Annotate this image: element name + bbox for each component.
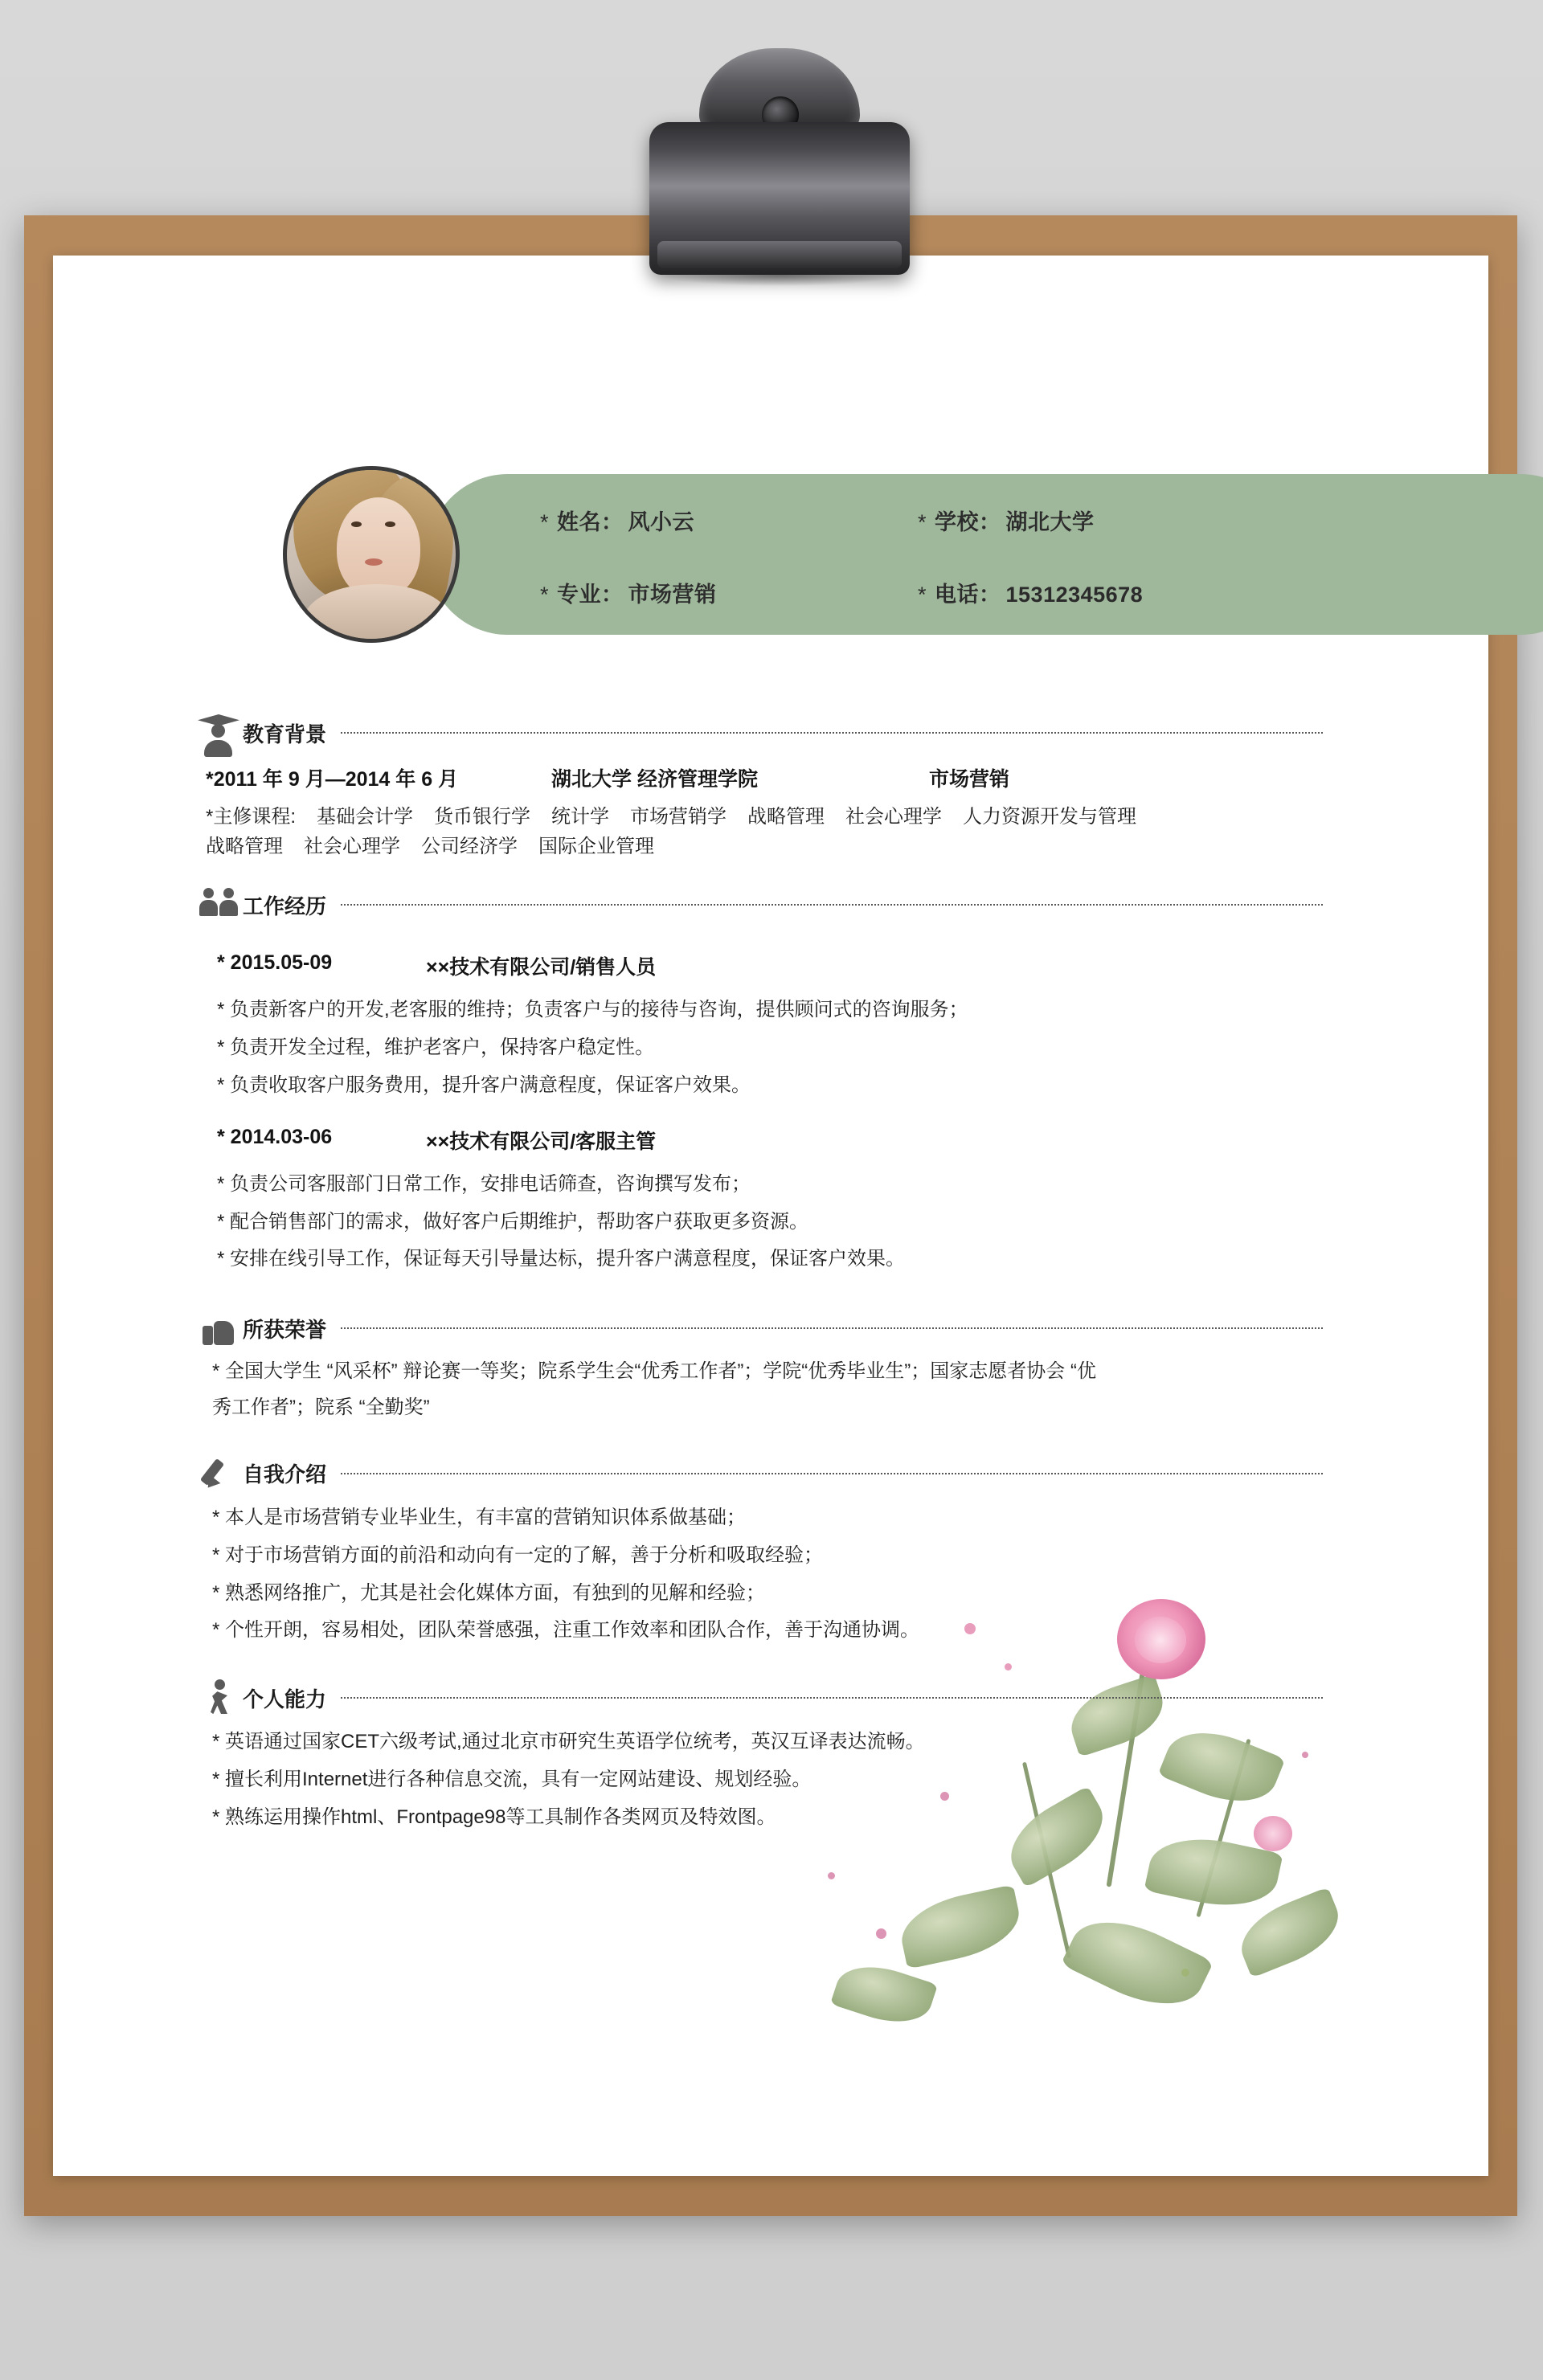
- section-experience: [198, 879, 1323, 1278]
- course-item: 国际企业管理: [538, 836, 654, 858]
- skill-line: * 英语通过国家CET六级考试,通过北京市研究生英语学位统考，英汉互译表达流畅。: [212, 1731, 925, 1753]
- section-body: [198, 763, 1323, 861]
- field-major: * 专业： 市场营销: [540, 582, 717, 607]
- section-title: 教育背景: [243, 722, 327, 746]
- section-header: [198, 879, 1323, 930]
- course-item: 货币银行学: [434, 806, 531, 828]
- skill-line: * 熟练运用操作html、Frontpage98等工具制作各类网页及特效图。: [212, 1805, 776, 1828]
- pen-icon: [198, 1454, 243, 1494]
- course-item: 市场营销学: [630, 806, 727, 828]
- education-row: [206, 763, 1323, 792]
- course-item: 统计学: [551, 806, 610, 828]
- honor-line: 秀工作者”；院系 “全勤奖”: [212, 1396, 430, 1418]
- job-date: * 2014.03-06: [217, 1125, 333, 1148]
- two-people-icon: [198, 885, 243, 925]
- about-line: * 个性开朗，容易相处，团队荣誉感强，注重工作效率和团队合作，善于沟通协调。: [212, 1619, 920, 1642]
- field-school: * 学校： 湖北大学: [918, 509, 1095, 534]
- job-bullet: * 负责收取客户服务费用，提升客户满意程度，保证客户效果。: [217, 1073, 751, 1096]
- divider: [341, 904, 1323, 906]
- asterisk-icon: *: [540, 582, 550, 607]
- education-major: 市场营销: [929, 768, 1010, 791]
- avatar: [283, 466, 460, 643]
- job-company: ××技术有限公司/销售人员: [426, 956, 657, 979]
- course-item: 社会心理学: [304, 836, 400, 858]
- education-school: 湖北大学 经济管理学院: [551, 768, 758, 791]
- section-skills: [198, 1672, 1323, 1836]
- section-header: [198, 1302, 1323, 1354]
- clip-body: [649, 122, 910, 275]
- job-entry: [206, 951, 1323, 1104]
- divider: [341, 1327, 1323, 1329]
- section-body: [198, 1724, 1323, 1836]
- section-title: 工作经历: [243, 894, 327, 918]
- section-education: [198, 707, 1323, 861]
- asterisk-icon: *: [540, 509, 550, 534]
- course-item: 战略管理: [206, 836, 283, 858]
- course-item: 战略管理: [747, 806, 825, 828]
- about-line: * 对于市场营销方面的前沿和动向有一定的了解，善于分析和吸取经验；: [212, 1544, 824, 1566]
- job-header: [206, 1126, 1323, 1155]
- job-bullet: * 负责新客户的开发,老客服的维持；负责客户与的接待与咨询，提供顾问式的咨询服务；: [217, 999, 968, 1021]
- section-title: 所获荣誉: [243, 1317, 327, 1342]
- section-title: 个人能力: [243, 1687, 327, 1711]
- section-header: [198, 1672, 1323, 1724]
- education-courses: [206, 802, 1323, 861]
- course-item: 人力资源开发与管理: [963, 806, 1137, 828]
- about-line: * 本人是市场营销专业毕业生，有丰富的营销知识体系做基础；: [212, 1506, 747, 1528]
- divider: [341, 1697, 1323, 1699]
- job-bullet: * 配合销售部门的需求，做好客户后期维护，帮助客户获取更多资源。: [217, 1210, 809, 1233]
- asterisk-icon: *: [918, 582, 927, 607]
- job-bullet: * 负责开发全过程，维护老客户，保持客户稳定性。: [217, 1037, 655, 1059]
- section-body: [198, 1499, 1323, 1650]
- resume-content: [198, 707, 1323, 1843]
- job-bullet: * 负责公司客服部门日常工作，安排电话筛查，咨询撰写发布；: [217, 1172, 751, 1195]
- course-item: 社会心理学: [845, 806, 943, 828]
- section-honors: [198, 1302, 1323, 1425]
- skill-line: * 擅长利用Internet进行各种信息交流，具有一定网站建设、规划经验。: [212, 1768, 812, 1790]
- job-entry: [206, 1126, 1323, 1278]
- field-phone: * 电话： 15312345678: [918, 582, 1144, 607]
- graduate-person-icon: [198, 713, 243, 753]
- asterisk-icon: *: [918, 509, 927, 534]
- resume-header: [283, 466, 1312, 643]
- education-date: *2011 年 9 月—2014 年 6 月: [206, 768, 459, 791]
- section-title: 自我介绍: [243, 1462, 327, 1487]
- honor-line: * 全国大学生 “风采杯” 辩论赛一等奖；院系学生会“优秀工作者”；学院“优秀毕业生”；国家志愿者协会 “优: [212, 1360, 1096, 1383]
- section-header: [198, 1448, 1323, 1499]
- section-body: [198, 951, 1323, 1278]
- thumbs-up-icon: [198, 1308, 243, 1348]
- job-header: [206, 951, 1323, 980]
- divider: [341, 1473, 1323, 1474]
- about-line: * 熟悉网络推广，尤其是社会化媒体方面，有独到的见解和经验；: [212, 1581, 766, 1604]
- divider: [341, 732, 1323, 734]
- course-item: 基础会计学: [317, 806, 414, 828]
- course-item: 公司经济学: [421, 836, 518, 858]
- job-bullet: * 安排在线引导工作，保证每天引导量达标，提升客户满意程度，保证客户效果。: [217, 1248, 906, 1270]
- section-about: [198, 1448, 1323, 1650]
- job-company: ××技术有限公司/客服主管: [426, 1130, 657, 1153]
- section-body: [198, 1354, 1323, 1425]
- job-date: * 2015.05-09: [217, 951, 333, 975]
- section-header: [198, 707, 1323, 759]
- field-name: * 姓名： 风小云: [540, 509, 695, 534]
- courses-label: *主修课程:: [206, 806, 297, 828]
- binder-clip: [611, 48, 948, 329]
- running-person-icon: [198, 1678, 243, 1718]
